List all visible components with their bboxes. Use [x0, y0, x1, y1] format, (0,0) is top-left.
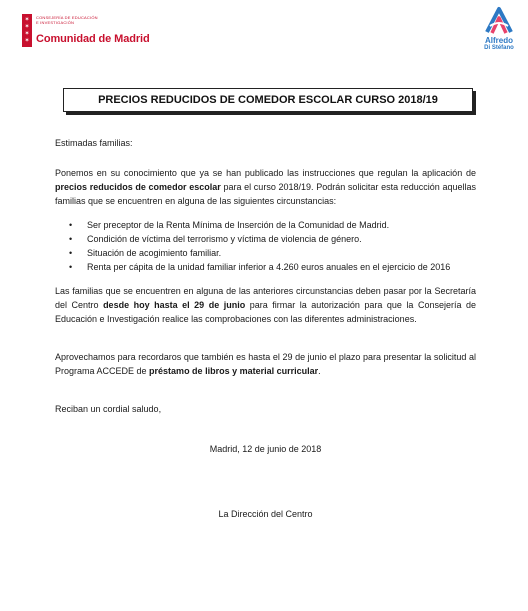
document-title: PRECIOS REDUCIDOS DE COMEDOR ESCOLAR CURSO 2018/19 — [63, 88, 473, 112]
school-name-line1: Alfredo — [485, 36, 513, 45]
comunidad-madrid-label: Comunidad de Madrid — [36, 33, 150, 45]
greeting: Estimadas familias: — [55, 138, 133, 148]
school-emblem-icon — [484, 6, 514, 36]
instructions-paragraph: Las familias que se encuentren en alguna de las anteriores circunstancias deben pasar por la Secretaría del Centro desde hoy hasta el 29 de junio para firmar la autorización para que la Consejería de Educación e Investigación realice las comprobaciones con las diferentes administraciones. — [55, 286, 476, 324]
list-item: • Ser preceptor de la Renta Mínima de Inserción de la Comunidad de Madrid. — [55, 218, 476, 232]
program-bold: préstamo de libros y material curricular — [149, 366, 319, 376]
reminder-paragraph: Aprovechamos para recordaros que también es hasta el 29 de junio el plazo para presentar la solicitud al Programa ACCEDE de préstamo de libros y material curricular. — [55, 352, 476, 376]
intro-paragraph: Ponemos en su conocimiento que ya se han publicado las instrucciones que regulan la aplicación de precios reducidos de comedor escolar para el curso 2018/19. Podrán solicitar esta reducción aquellas familias que se encuentren en alguna de las siguientes circunstancias: — [55, 168, 476, 206]
list-item: • Situación de acogimiento familiar. — [55, 246, 476, 260]
consejeria-label: CONSEJERÍA DE EDUCACIÓN E INVESTIGACIÓN — [36, 15, 98, 25]
school-logo — [474, 6, 524, 60]
madrid-flag-icon: ✶ ✶ ✶ ✶ — [22, 14, 32, 47]
comunidad-madrid-logo — [12, 14, 150, 50]
list-item: • Renta per cápita de la unidad familiar inferior a 4.260 euros anuales en el ejercicio de 2016 — [55, 260, 476, 274]
deadline-bold: desde hoy hasta el 29 de junio — [103, 300, 246, 310]
conditions-list — [55, 218, 476, 274]
date-line: Madrid, 12 de junio de 2018 — [209, 444, 322, 454]
school-name-line2: Di Stéfano — [484, 45, 514, 51]
closing: Reciban un cordial saludo, — [55, 404, 162, 414]
signature: La Dirección del Centro — [218, 509, 313, 519]
list-item: • Condición de víctima del terrorismo y víctima de violencia de género. — [55, 232, 476, 246]
intro-bold: precios reducidos de comedor escolar — [55, 182, 221, 192]
